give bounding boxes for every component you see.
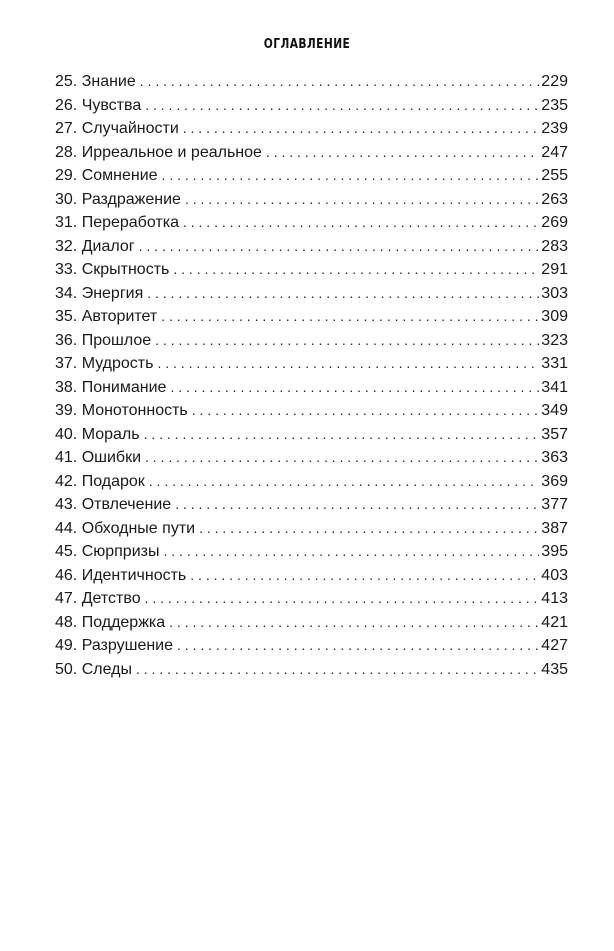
toc-entry-page-number: 357 [541, 425, 568, 443]
toc-entry-page-number: 229 [541, 73, 568, 90]
toc-entry-page-number: 235 [541, 96, 568, 114]
toc-entry-title: 33. Скрытность [55, 261, 170, 278]
toc-entry [55, 70, 568, 94]
toc-entry-title: 41. Ошибки [55, 449, 142, 466]
toc-entry-title: 45. Сюрпризы [55, 543, 160, 560]
toc-dot-leader [139, 235, 540, 259]
toc-entry [55, 117, 568, 141]
toc-entry-title: 35. Авторитет [55, 308, 158, 325]
toc-entry-page-number: 303 [541, 284, 568, 302]
toc-entry-title: 27. Случайности [55, 120, 179, 137]
toc-entry [55, 517, 568, 541]
toc-entry-title: 42. Подарок [55, 472, 145, 490]
toc-entry-page-number: 269 [541, 214, 568, 231]
toc-entry-title: 48. Поддержка [55, 613, 166, 631]
toc-entry-page-number: 421 [541, 613, 568, 631]
toc-dot-leader [199, 517, 539, 541]
toc-entry-title: 49. Разрушение [55, 637, 174, 654]
toc-entry-page-number: 323 [541, 331, 568, 349]
toc-entry-page-number: 283 [541, 237, 568, 255]
toc-dot-leader [183, 117, 540, 141]
toc-entry [55, 282, 568, 306]
toc-dot-leader [145, 587, 540, 611]
toc-entry [55, 611, 568, 635]
toc-entry-page-number: 413 [541, 590, 568, 607]
toc-entry [55, 352, 568, 376]
toc-entry-title: 32. Диалог [55, 237, 135, 255]
toc-entry [55, 376, 568, 400]
toc-dot-leader [173, 258, 539, 282]
toc-entry [55, 446, 568, 470]
toc-entry-title: 39. Монотонность [55, 402, 188, 419]
toc-entry-page-number: 387 [541, 519, 568, 537]
toc-entry-page-number: 369 [541, 472, 568, 490]
toc-entry-title: 37. Мудрость [55, 355, 154, 372]
toc-entry-page-number: 331 [541, 355, 568, 372]
toc-entry-page-number: 403 [541, 566, 568, 584]
toc-dot-leader [190, 564, 539, 588]
toc-entry-title: 34. Энергия [55, 284, 144, 302]
toc-entry-title: 50. Следы [55, 660, 132, 678]
toc-entry [55, 141, 568, 165]
toc-entry-title: 28. Ирреальное и реальное [55, 143, 262, 161]
toc-entry [55, 658, 568, 682]
toc-entry-page-number: 309 [541, 308, 568, 325]
toc-dot-leader [144, 423, 540, 447]
toc-entry-title: 38. Понимание [55, 378, 167, 396]
toc-entry [55, 235, 568, 259]
toc-dot-leader [170, 376, 539, 400]
toc-entry-page-number: 427 [541, 637, 568, 654]
toc-dot-leader [169, 611, 539, 635]
toc-entry-title: 30. Раздражение [55, 190, 181, 208]
toc-entry-title: 44. Обходные пути [55, 519, 196, 537]
toc-entry-page-number: 395 [541, 543, 568, 560]
toc-entry [55, 211, 568, 235]
toc-entry-page-number: 341 [541, 378, 568, 396]
toc-entry [55, 305, 568, 329]
toc-dot-leader [185, 188, 539, 212]
toc-dot-leader [183, 211, 539, 235]
toc-entry-title: 31. Переработка [55, 214, 179, 231]
toc-entry-page-number: 349 [541, 402, 568, 419]
toc-dot-leader [266, 141, 539, 165]
toc-dot-leader [175, 493, 539, 517]
toc-entry [55, 94, 568, 118]
toc-entry [55, 329, 568, 353]
toc-dot-leader [162, 164, 540, 188]
toc-entry-title: 40. Мораль [55, 425, 140, 443]
toc-entry-page-number: 239 [541, 120, 568, 137]
toc-entry-page-number: 263 [541, 190, 568, 208]
toc-entry-page-number: 247 [541, 143, 568, 161]
toc-entry-title: 26. Чувства [55, 96, 142, 114]
toc-dot-leader [140, 70, 540, 94]
toc-entry [55, 493, 568, 517]
toc-dot-leader [149, 470, 540, 494]
toc-dot-leader [136, 658, 539, 682]
toc-entry [55, 540, 568, 564]
toc-dot-leader [155, 329, 539, 353]
toc-entry [55, 399, 568, 423]
toc-entry-title: 25. Знание [55, 73, 136, 90]
toc-entry [55, 423, 568, 447]
toc-dot-leader [145, 94, 539, 118]
toc-dot-leader [163, 540, 539, 564]
toc-dot-leader [161, 305, 539, 329]
toc-entry [55, 188, 568, 212]
toc-dot-leader [157, 352, 539, 376]
toc-entry [55, 587, 568, 611]
toc-entry-page-number: 377 [541, 496, 568, 513]
table-of-contents [55, 70, 568, 681]
toc-dot-leader [145, 446, 539, 470]
toc-entry-title: 29. Сомнение [55, 167, 158, 184]
toc-entry-page-number: 255 [541, 167, 568, 184]
toc-entry-title: 46. Идентичность [55, 566, 187, 584]
toc-entry [55, 258, 568, 282]
toc-dot-leader [177, 634, 539, 658]
toc-dot-leader [147, 282, 539, 306]
toc-entry-page-number: 291 [541, 261, 568, 278]
toc-dot-leader [192, 399, 540, 423]
toc-entry-title: 43. Отвлечение [55, 496, 172, 513]
toc-entry-page-number: 363 [541, 449, 568, 466]
toc-entry [55, 164, 568, 188]
toc-entry [55, 470, 568, 494]
toc-entry [55, 564, 568, 588]
toc-entry [55, 634, 568, 658]
toc-entry-page-number: 435 [541, 660, 568, 678]
toc-entry-title: 47. Детство [55, 590, 141, 607]
page-heading: ОГЛАВЛЕНИЕ [263, 37, 351, 52]
toc-entry-title: 36. Прошлое [55, 331, 152, 349]
